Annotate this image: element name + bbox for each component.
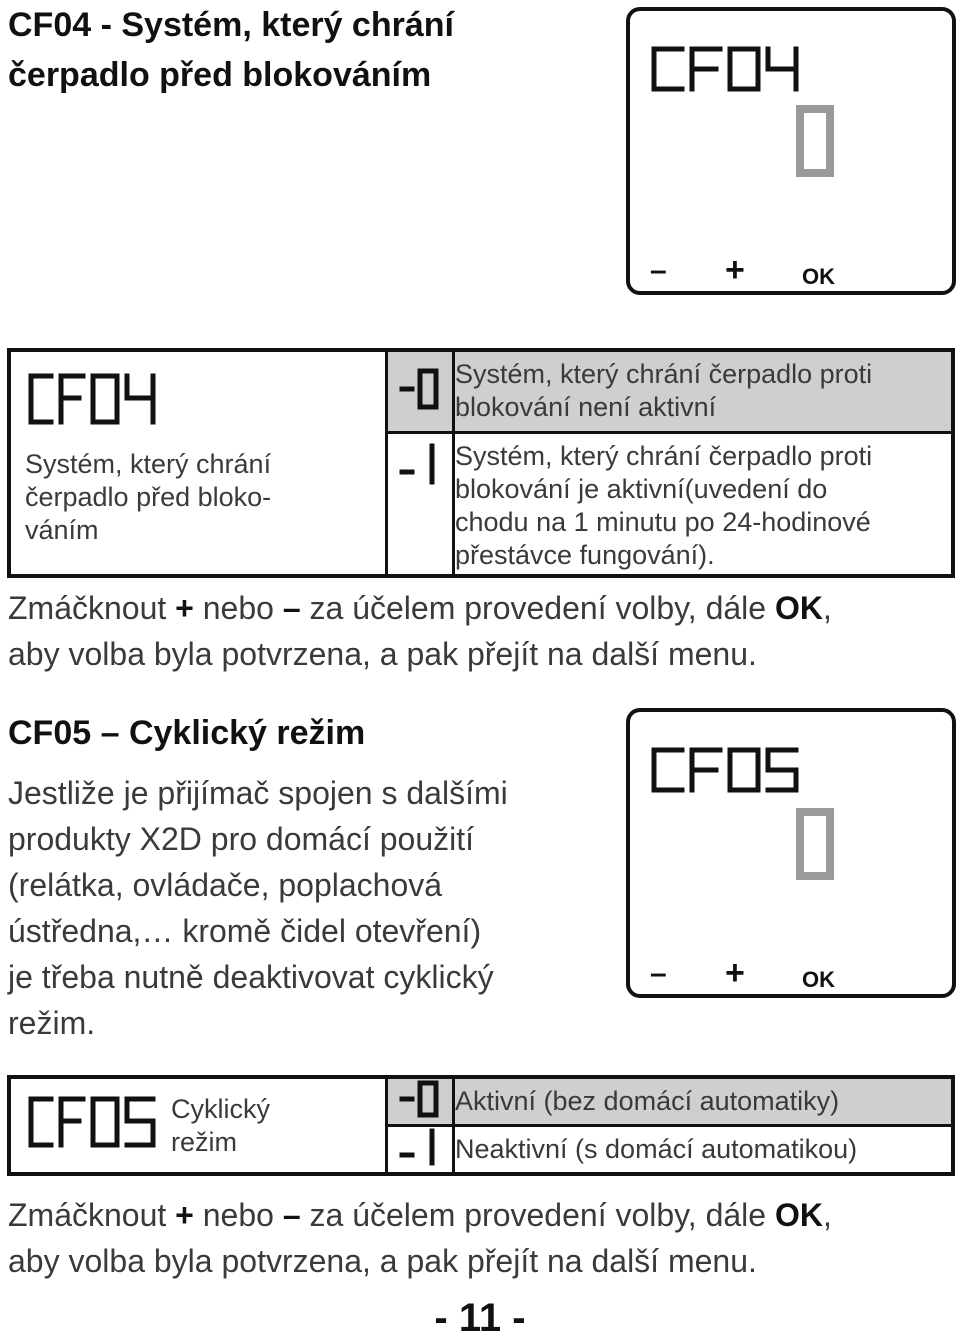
- lcd-segments: [630, 712, 952, 994]
- digit-minus-zero: [398, 367, 442, 411]
- options-table-cf04: [7, 348, 955, 578]
- instruction-text: ,: [822, 590, 832, 626]
- paragraph-line: je třeba nutně deaktivovat cyklický: [8, 959, 494, 995]
- lcd-code-cf04: [654, 49, 796, 89]
- option-0-line1: Systém, který chrání čerpadlo proti: [455, 359, 873, 390]
- lcd-value-digit: [800, 812, 830, 876]
- table-label-line1: Cyklický: [171, 1093, 270, 1124]
- instruction-2: [8, 1192, 832, 1284]
- table-label-line1: Systém, který chrání: [25, 449, 272, 479]
- page-number: - 11 -: [434, 1296, 526, 1340]
- option-0-line2: blokování není aktivní: [455, 392, 717, 423]
- option-code-1: [387, 1126, 454, 1175]
- instruction-2-line1: [8, 1192, 832, 1238]
- lcd-segments: [630, 11, 952, 291]
- option-desc-1: [454, 432, 954, 576]
- lcd-ok-button[interactable]: OK: [802, 967, 835, 992]
- table-label-line2: čerpadlo před bloko-: [25, 482, 272, 512]
- section1-title-line1: CF04 - Systém, který chrání: [8, 6, 454, 44]
- table-label: [25, 448, 385, 547]
- lcd-plus-button[interactable]: +: [725, 954, 745, 992]
- option-1-line3: chodu na 1 minutu po 24-hodinové: [455, 506, 871, 537]
- instruction-text: ,: [822, 1197, 832, 1233]
- ok-label: OK: [774, 590, 823, 626]
- lcd-minus-button[interactable]: –: [650, 254, 667, 287]
- paragraph-line: produkty X2D pro domácí použití: [8, 821, 475, 857]
- instruction-1: [8, 585, 832, 677]
- lcd-plus-button[interactable]: +: [725, 251, 745, 289]
- digit-minus-one: [398, 1127, 442, 1167]
- lcd-minus-button[interactable]: –: [650, 957, 667, 990]
- option-desc-0: Aktivní (bez domácí automatiky): [454, 1077, 954, 1126]
- option-desc-1: Neaktivní (s domácí automatikou): [454, 1126, 954, 1175]
- table-label: [171, 1093, 270, 1159]
- lcd-code-cf05-small: [25, 1093, 165, 1153]
- lcd-code-cf05: [654, 750, 796, 790]
- instruction-text: nebo: [193, 590, 283, 626]
- table-label-cell: [9, 1077, 387, 1174]
- section2-paragraph: [8, 770, 508, 1046]
- paragraph-line: (relátka, ovládače, poplachová: [8, 867, 443, 903]
- option-desc-0: [454, 350, 954, 432]
- option-code-1: [387, 432, 454, 576]
- paragraph-line: Jestliže je přijímač spojen s dalšími: [8, 775, 508, 811]
- instruction-text: Zmáčknout: [8, 1197, 176, 1233]
- section1-title: [8, 0, 454, 100]
- lcd-value-digit: [800, 109, 830, 173]
- lcd-display-cf05: [626, 708, 956, 998]
- paragraph-line: režim.: [8, 1005, 96, 1041]
- digit-minus-zero: [398, 1079, 442, 1119]
- section2-title: CF05 – Cyklický režim: [8, 714, 366, 752]
- instruction-text: za účelem provedení volby, dále: [300, 1197, 775, 1233]
- instruction-text: Zmáčknout: [8, 590, 176, 626]
- option-1-line2: blokování je aktivní(uvedení do: [455, 473, 828, 504]
- plus-symbol: +: [175, 1197, 194, 1233]
- option-1-line4: přestávce fungování).: [455, 539, 715, 570]
- paragraph-line: ústředna,… kromě čidel otevření): [8, 913, 482, 949]
- lcd-code-cf04-small: [25, 370, 165, 432]
- minus-symbol: –: [282, 590, 301, 626]
- instruction-1-line2: aby volba byla potvrzena, a pak přejít na další menu.: [8, 636, 757, 672]
- section1-title-line2: čerpadlo před blokováním: [8, 56, 432, 94]
- instruction-2-line2: aby volba byla potvrzena, a pak přejít na další menu.: [8, 1243, 757, 1279]
- instruction-text: nebo: [193, 1197, 283, 1233]
- table-label-line3: váním: [25, 515, 99, 545]
- options-table-cf05: [7, 1075, 955, 1176]
- table-label-cell: [9, 350, 387, 576]
- minus-symbol: –: [282, 1197, 301, 1233]
- table-label-line2: režim: [171, 1126, 237, 1157]
- option-code-0: [387, 1077, 454, 1126]
- instruction-1-line1: [8, 585, 832, 631]
- ok-label: OK: [774, 1197, 823, 1233]
- digit-minus-one: [398, 442, 442, 486]
- instruction-text: za účelem provedení volby, dále: [300, 590, 775, 626]
- plus-symbol: +: [175, 590, 194, 626]
- option-code-0: [387, 350, 454, 432]
- lcd-display-cf04: [626, 7, 956, 295]
- option-1-line1: Systém, který chrání čerpadlo proti: [455, 440, 873, 471]
- lcd-ok-button[interactable]: OK: [802, 264, 835, 289]
